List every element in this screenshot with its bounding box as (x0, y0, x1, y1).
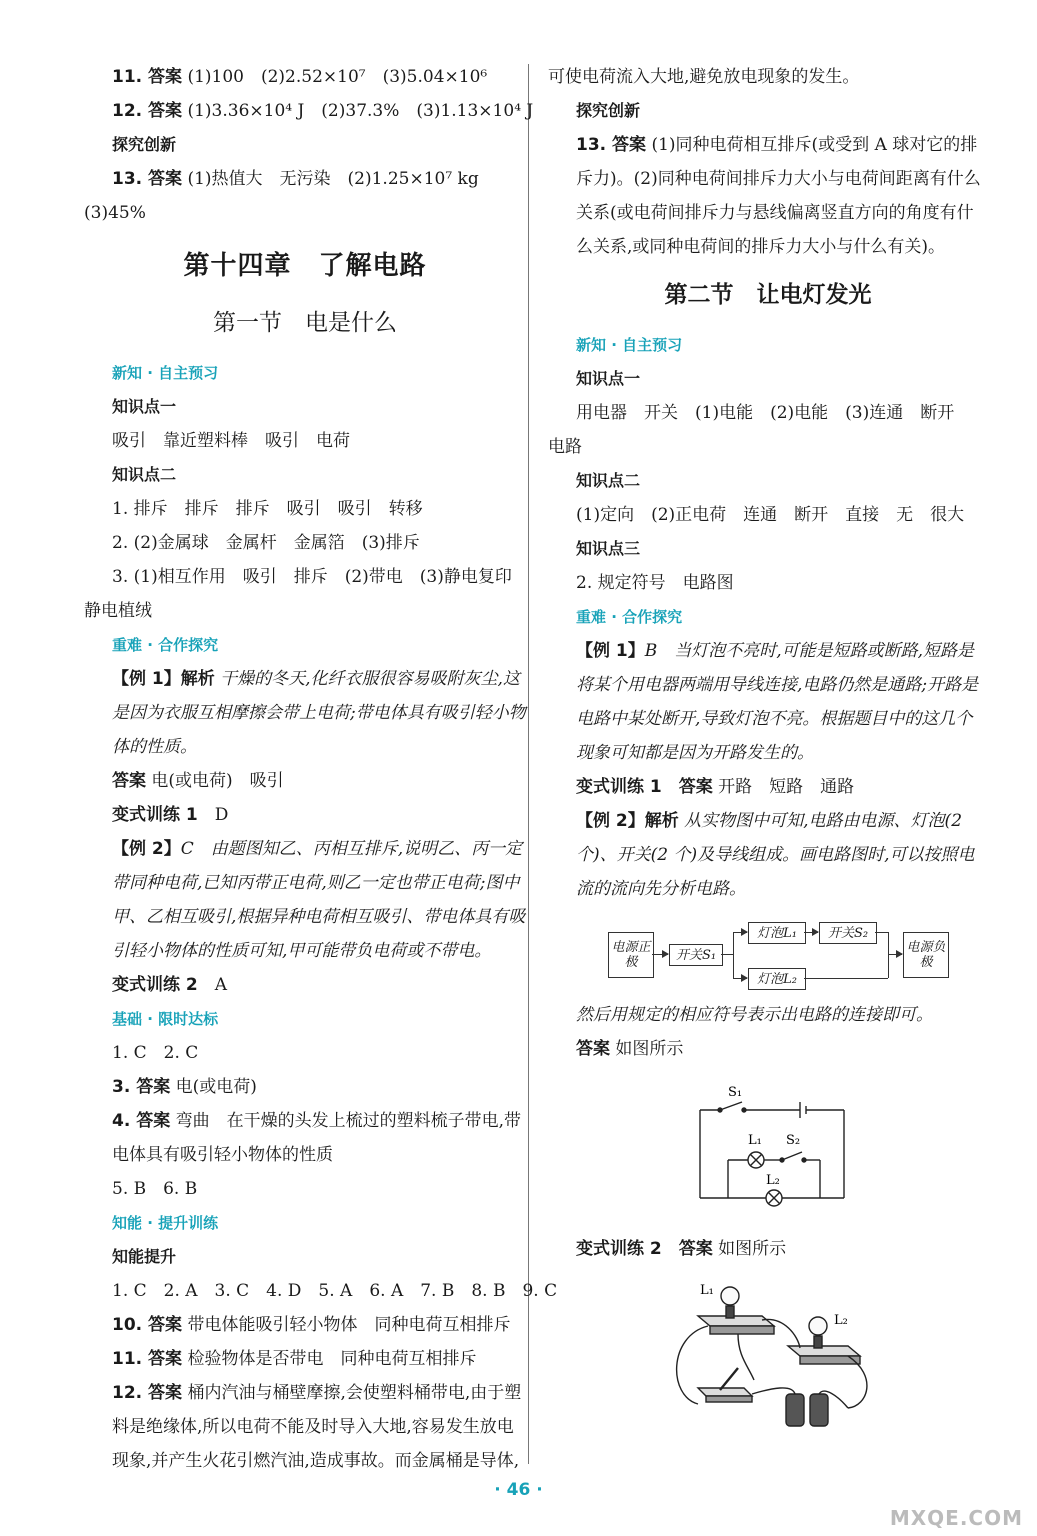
photo-label-l1: L₁ (700, 1283, 714, 1298)
knowledge-point-text: 2. (2)金属球 金属杆 金属箔 (3)排斥 (112, 533, 420, 553)
variant-answer: 变式训练 1 答案 开路 短路 通路 (576, 777, 855, 797)
knowledge-point-text: (1)定向 (2)正电荷 连通 断开 直接 无 很大 (576, 505, 965, 525)
flow-line (733, 932, 734, 978)
flow-box-switch1: 开关S₁ (669, 944, 723, 966)
chapter-title: 第十四章 了解电路 (183, 251, 427, 281)
knowledge-point-heading: 知识点二 (576, 471, 641, 490)
circuit-flow-diagram (548, 920, 988, 990)
section-title: 第二节 让电灯发光 (664, 282, 872, 308)
answer-line: 1. C 2. C (112, 1043, 199, 1063)
example-answer: 答案 电(或电荷) 吸引 (112, 771, 284, 791)
answer-line: 13. 答案 (1)热值大 无污染 (2)1.25×10⁷ kg (112, 169, 479, 189)
variant-answer: 变式训练 2 答案 如图所示 (576, 1239, 787, 1259)
flow-arrow (804, 932, 818, 933)
example-paragraph: 【例 1】B 当灯泡不亮时,可能是短路或断路,短路是将某个用电器两端用导线连接,电路仍然是通路;开路是电路中某处断开,导致灯泡不亮。根据题目中的这几个现象可知都是因为开路发生的。 (576, 641, 979, 763)
explore-heading: 探究创新 (112, 135, 177, 154)
circuit-label-l2: L₂ (766, 1173, 780, 1188)
answer-paragraph: 4. 答案 弯曲 在干燥的头发上梳过的塑料梳子带电,带电体具有吸引轻小物体的性质 (112, 1111, 522, 1165)
flow-arrow (888, 954, 902, 955)
flow-line (875, 932, 888, 933)
circuit-label-s2: S₂ (786, 1133, 801, 1148)
flow-arrow (652, 954, 668, 955)
flow-box-lamp1: 灯泡L₁ (748, 922, 806, 944)
flow-arrow (733, 932, 747, 933)
flow-line (721, 954, 733, 955)
answer-paragraph: 13. 答案 (1)同种电荷相互排斥(或受到 A 球对它的排斥力)。(2)同种电荷间排斥力大小与电荷间距离有什么关系(或电荷间排斥力与悬线偏离竖直方向的角度有什么关系,或同种电荷间的排斥力大小与什么有关)。 (576, 135, 981, 257)
flow-line (888, 932, 889, 978)
wiring-photo-illustration (548, 1276, 988, 1436)
subsection-heading: 知能 · 提升训练 (112, 1214, 219, 1232)
answer-line: 1. C 2. A 3. C 4. D 5. A 6. A 7. B 8. B 9. C (112, 1281, 558, 1301)
left-column (84, 60, 558, 1478)
subsection-heading: 重难 · 合作探究 (112, 636, 219, 654)
variant-answer: 变式训练 2 A (112, 975, 228, 995)
subsection-heading: 新知 · 自主预习 (112, 364, 219, 382)
knowledge-point-text: 吸引 靠近塑料棒 吸引 电荷 (112, 431, 350, 451)
circuit-label-l1: L₁ (748, 1133, 762, 1148)
knowledge-point-text: 1. 排斥 排斥 排斥 吸引 吸引 转移 (112, 499, 423, 519)
knowledge-point-text: 2. 规定符号 电路图 (576, 573, 734, 593)
answer-continuation: (3)45% (84, 203, 146, 223)
page-number: · 46 · (494, 1480, 543, 1500)
ability-subheading: 知能提升 (112, 1247, 177, 1266)
example-paragraph: 【例 2】C 由题图知乙、丙相互排斥,说明乙、丙一定带同种电荷,已知丙带正电荷,则乙一定也带正电荷;图中甲、乙相互吸引,根据异种电荷相互吸引、带电体具有吸引轻小物体的性质可知,甲可能带负电荷或不带电。 (112, 839, 526, 961)
subsection-heading: 新知 · 自主预习 (576, 336, 683, 354)
knowledge-point-heading: 知识点一 (576, 369, 641, 388)
flow-box-switch2: 开关S₂ (819, 922, 877, 944)
photo-label-l2: L₂ (834, 1313, 848, 1328)
answer-line: 答案 如图所示 (576, 1039, 684, 1059)
answer-line: 11. 答案 (1)100 (2)2.52×10⁷ (3)5.04×10⁶ (112, 67, 488, 87)
answer-line: 3. 答案 电(或电荷) (112, 1077, 257, 1097)
answer-paragraph: 12. 答案 桶内汽油与桶壁摩擦,会使塑料桶带电,由于塑料是绝缘体,所以电荷不能及时导入大地,容易发生放电现象,并产生火花引燃汽油,造成事故。而金属桶是导体, (112, 1383, 522, 1471)
answer-line: 10. 答案 带电体能吸引轻小物体 同种电荷互相排斥 (112, 1315, 511, 1335)
subsection-heading: 重难 · 合作探究 (576, 608, 683, 626)
answer-continuation: 可使电荷流入大地,避免放电现象的发生。 (548, 67, 860, 87)
knowledge-point-continuation: 静电植绒 (84, 601, 152, 621)
answer-line: 11. 答案 检验物体是否带电 同种电荷互相排斥 (112, 1349, 477, 1369)
example-paragraph: 【例 2】解析 从实物图中可知,电路由电源、灯泡(2 个)、开关(2 个)及导线组成。画电路图时,可以按照电流的流向先分析电路。 (576, 811, 975, 899)
knowledge-point-heading: 知识点二 (112, 465, 177, 484)
flow-arrow (733, 978, 747, 979)
explore-heading: 探究创新 (576, 101, 641, 120)
variant-answer: 变式训练 1 D (112, 805, 229, 825)
column-divider (528, 64, 529, 1464)
answer-line: 5. B 6. B (112, 1179, 198, 1199)
knowledge-point-continuation: 电路 (548, 437, 582, 457)
circuit-diagram (548, 1072, 988, 1222)
example-paragraph: 【例 1】解析 干燥的冬天,化纤衣服很容易吸附灰尘,这是因为衣服互相摩擦会带上电荷;带电体具有吸引轻小物体的性质。 (112, 669, 526, 757)
flow-box-source-positive: 电源正极 (608, 932, 654, 978)
section-title: 第一节 电是什么 (213, 310, 397, 336)
knowledge-point-heading: 知识点一 (112, 397, 177, 416)
knowledge-point-heading: 知识点三 (576, 539, 641, 558)
circuit-label-s1: S₁ (728, 1085, 743, 1100)
diagram-caption: 然后用规定的相应符号表示出电路的连接即可。 (576, 1005, 933, 1025)
flow-box-source-negative: 电源负极 (903, 932, 949, 978)
right-column (548, 60, 988, 1436)
knowledge-point-text: 用电器 开关 (1)电能 (2)电能 (3)连通 断开 (576, 403, 955, 423)
subsection-heading: 基础 · 限时达标 (112, 1010, 219, 1028)
flow-line (804, 978, 888, 979)
watermark: MXQE.COM (889, 1506, 1023, 1530)
knowledge-point-text: 3. (1)相互作用 吸引 排斥 (2)带电 (3)静电复印 (112, 567, 512, 587)
flow-box-lamp2: 灯泡L₂ (748, 968, 806, 990)
answer-line: 12. 答案 (1)3.36×10⁴ J (2)37.3% (3)1.13×10⁴ J (112, 101, 534, 121)
